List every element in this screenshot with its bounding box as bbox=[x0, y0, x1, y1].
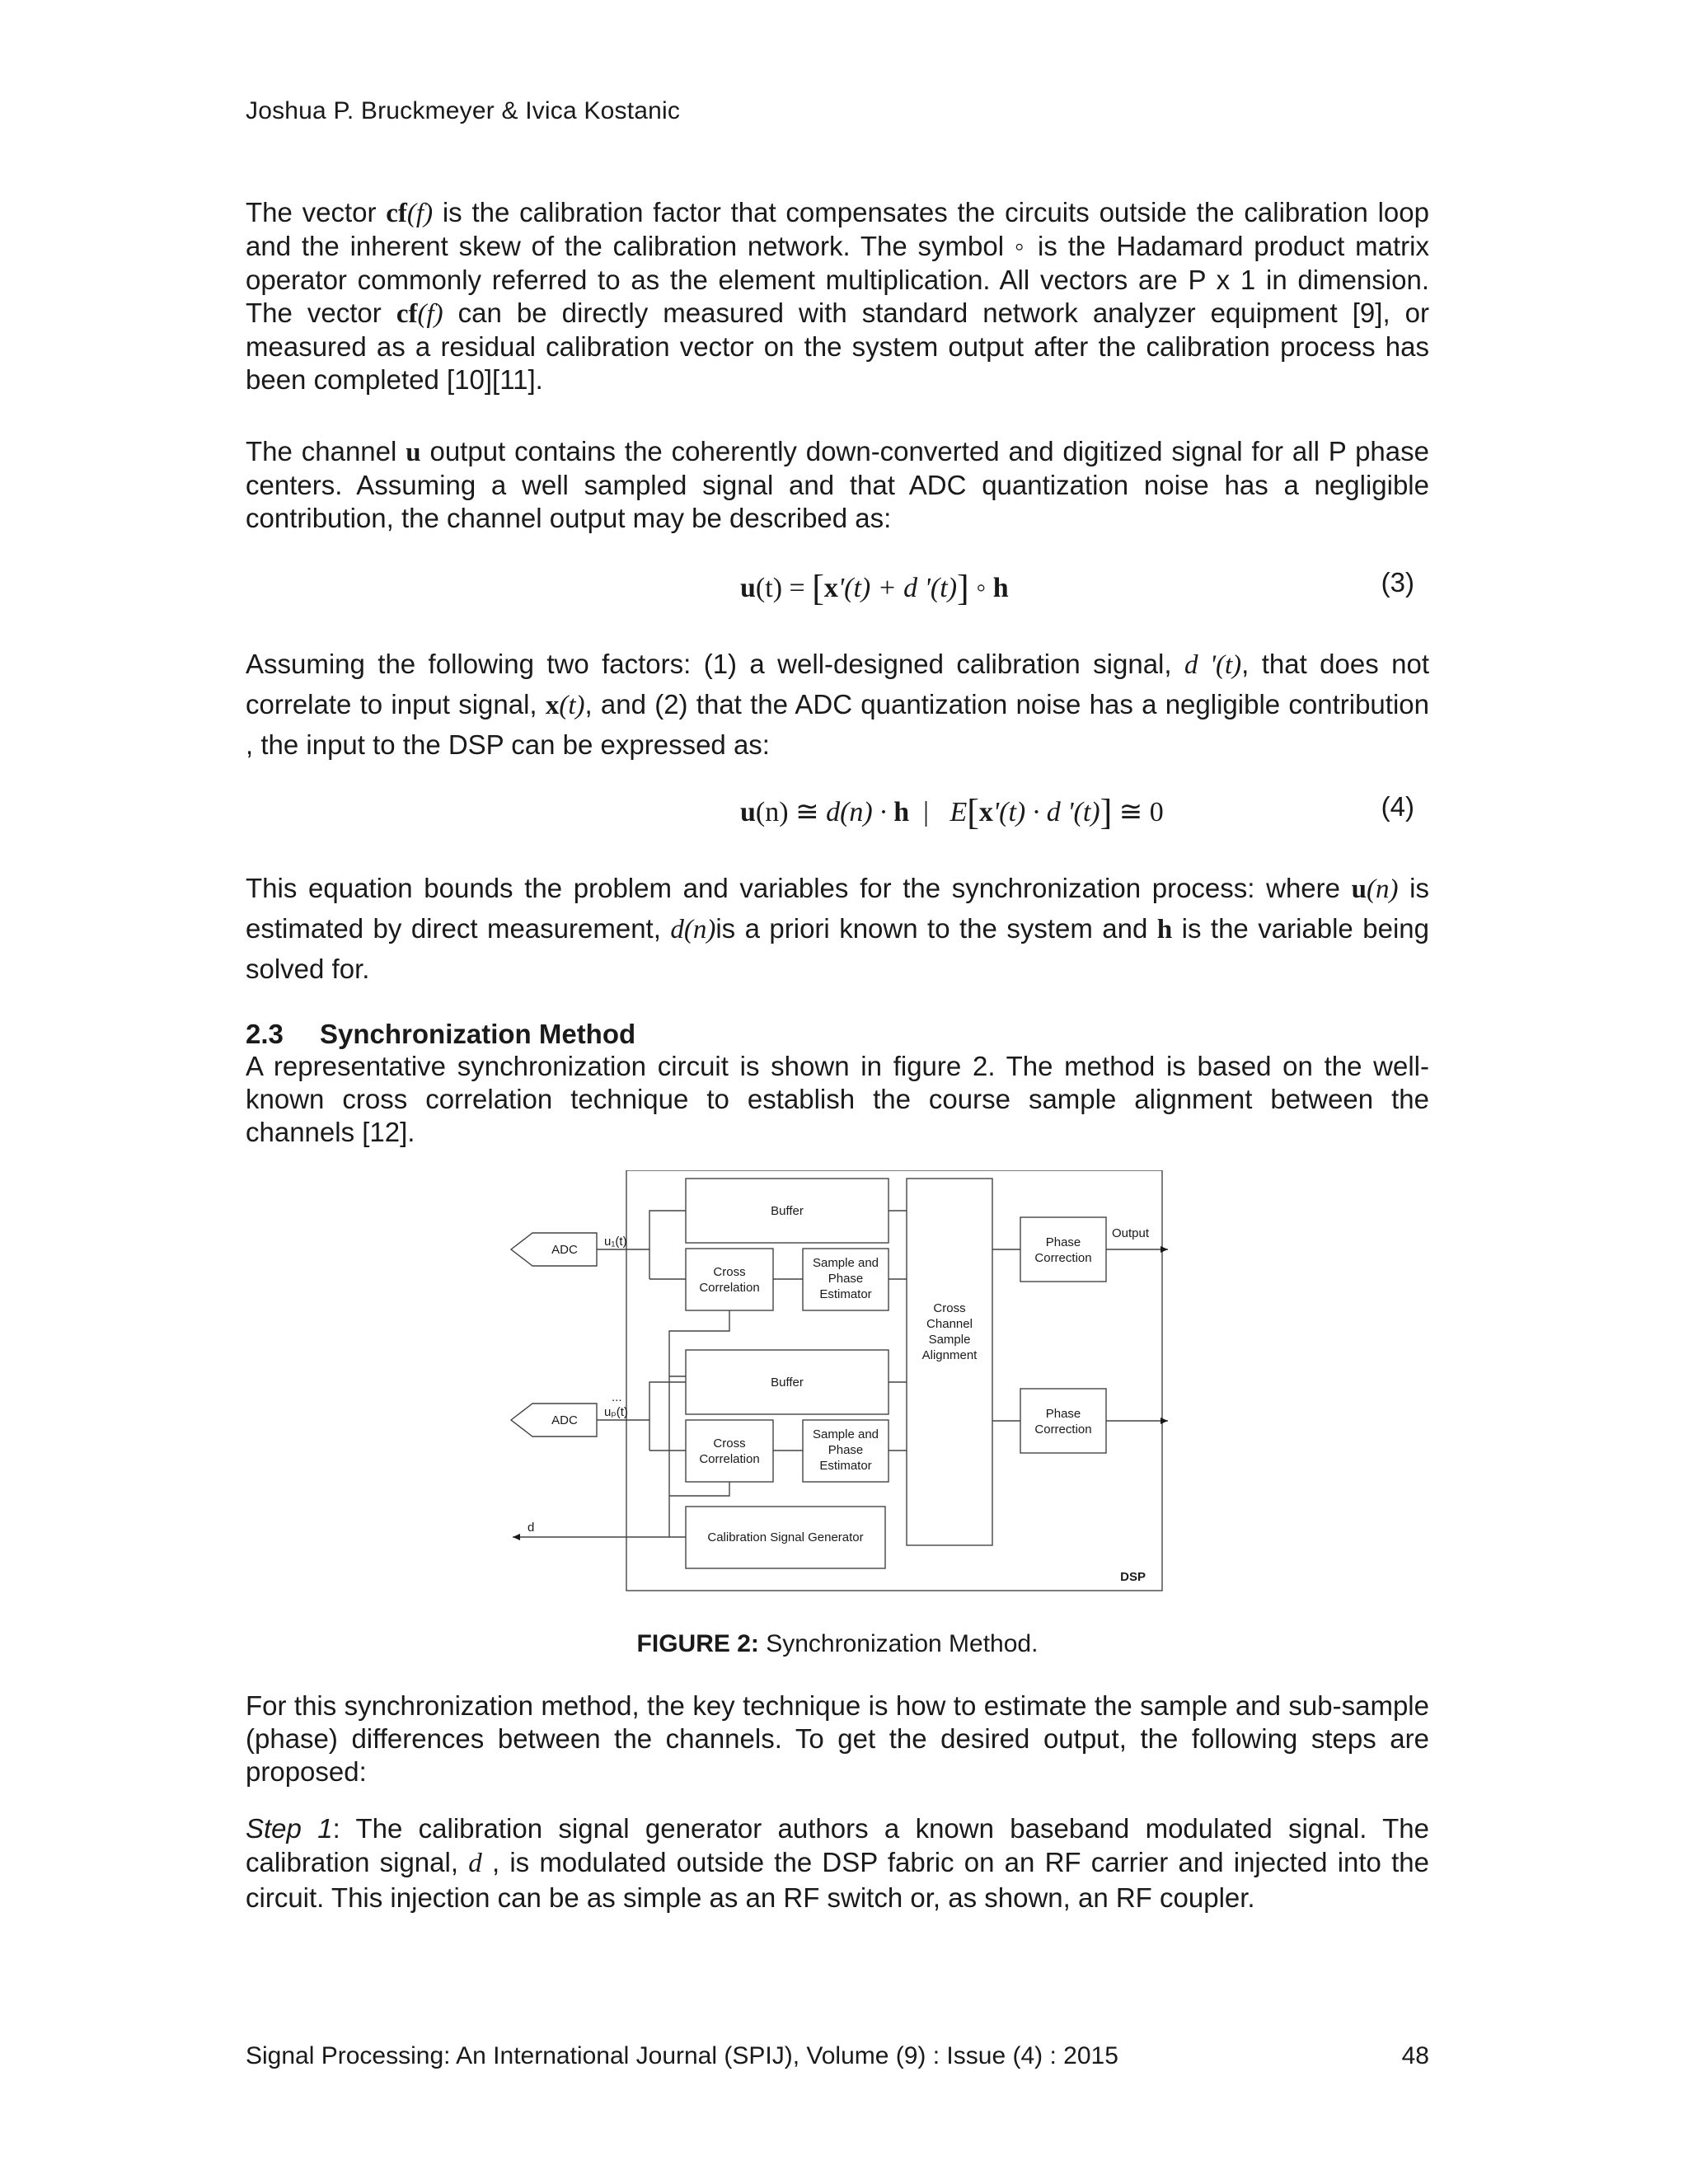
math-run: '(t) bbox=[1060, 797, 1100, 827]
math-separator: | bbox=[909, 797, 950, 827]
math-expectation: E bbox=[950, 797, 968, 827]
spe-2-line3: Estimator bbox=[819, 1459, 872, 1473]
output-label: Output bbox=[1112, 1226, 1150, 1240]
math-run: (t) bbox=[559, 691, 585, 720]
ccsa-line2: Channel bbox=[926, 1317, 973, 1331]
equation-number: (3) bbox=[1381, 567, 1414, 598]
cross-correlation-2-box bbox=[686, 1420, 773, 1482]
text-run: can be directly measured with standard network analyzer equipment [9], or measured as a residual calibration vector on the system output after the calibration process has been completed [10][11]. bbox=[246, 298, 1429, 395]
paragraph-channel-output bbox=[246, 435, 1429, 535]
math-run: '(t) · bbox=[992, 797, 1047, 827]
text-run: Assuming the following two factors: (1) a well-designed calibration signal, bbox=[246, 649, 1184, 679]
math-u: u bbox=[740, 573, 756, 603]
text-run: is the calibration factor that compensates the circuits outside the calibration loop and the inherent skew of the calibration network. The symbol bbox=[246, 197, 1429, 261]
text-run: is a priori known to the system and bbox=[715, 913, 1157, 944]
d-output-label: d bbox=[528, 1521, 535, 1535]
spe-2-line1: Sample and bbox=[812, 1427, 879, 1441]
math-d: d bbox=[903, 573, 918, 603]
buffer-1-label: Buffer bbox=[771, 1204, 804, 1218]
text-run: output contains the coherently down-converted and digitized signal for all P phase centers. Assuming a well sampled signal and that ADC quantization noise has a negligible contribution, the channel output may be described as: bbox=[246, 436, 1429, 533]
buffer-2-label: Buffer bbox=[771, 1376, 804, 1390]
math-f-arg: (f) bbox=[406, 199, 434, 228]
math-f-arg: (f) bbox=[417, 299, 443, 329]
cross-correlation-1-line1: Cross bbox=[713, 1265, 746, 1279]
math-hadamard-symbol: ◦ bbox=[968, 573, 993, 603]
math-run: (t) = bbox=[755, 573, 813, 603]
equation-number: (4) bbox=[1381, 791, 1414, 822]
math-cf: cf bbox=[386, 199, 407, 228]
synchronization-block-diagram bbox=[504, 1170, 1180, 1615]
section-heading bbox=[246, 1019, 635, 1050]
text-run: , is modulated outside the DSP fabric on an RF carrier and injected into the circuit. This injection can be as simple as an RF switch or, as shown, an RF coupler. bbox=[246, 1847, 1429, 1913]
cross-correlation-1-box bbox=[686, 1249, 773, 1310]
spe-1-line1: Sample and bbox=[812, 1256, 879, 1270]
equation-4 bbox=[246, 791, 1429, 832]
math-bracket: [ bbox=[812, 568, 824, 608]
caption-text: Synchronization Method. bbox=[758, 1630, 1039, 1657]
paragraph-representative-circuit: A representative synchronization circuit is shown in figure 2. The method is based on the well-known cross correlation technique to establish the course sample alignment between the channels [12]. bbox=[246, 1051, 1429, 1147]
dsp-boundary bbox=[626, 1170, 1162, 1591]
text-run: The vector bbox=[246, 197, 387, 227]
math-run: '(t) + bbox=[837, 573, 904, 603]
math-bracket: ] bbox=[1100, 792, 1113, 832]
math-run: '(t) bbox=[917, 573, 958, 603]
math-d: d bbox=[468, 1849, 482, 1878]
phase-correction-2-line1: Phase bbox=[1045, 1407, 1081, 1421]
math-u: u bbox=[406, 438, 421, 467]
ccsa-line3: Sample bbox=[928, 1333, 971, 1347]
spe-1-line2: Phase bbox=[828, 1272, 864, 1286]
paragraph-bounds bbox=[246, 869, 1429, 989]
paragraph-assumptions bbox=[246, 644, 1429, 765]
math-x: x bbox=[978, 797, 993, 827]
math-x: x bbox=[545, 691, 560, 720]
text-run: : The calibration signal generator authors a known baseband modulated signal. The calibration signal, bbox=[246, 1813, 1429, 1877]
math-d: d bbox=[826, 797, 841, 827]
page-footer bbox=[246, 2042, 1429, 2070]
footer-journal: Signal Processing: An International Journal (SPIJ), Volume (9) : Issue (4) : 2015 bbox=[246, 2042, 1118, 2069]
math-h: h bbox=[893, 797, 910, 827]
math-cf: cf bbox=[396, 299, 418, 329]
math-h: h bbox=[1156, 915, 1173, 944]
spe-1-line3: Estimator bbox=[819, 1287, 872, 1301]
phase-correction-2-box bbox=[1020, 1389, 1106, 1453]
caption-label: FIGURE 2: bbox=[636, 1630, 759, 1657]
math-x: x bbox=[823, 573, 838, 603]
phase-correction-2-line2: Correction bbox=[1034, 1422, 1092, 1436]
adc-2-label: ADC bbox=[551, 1413, 578, 1427]
math-hadamard-symbol: ◦ bbox=[1014, 232, 1028, 262]
section-title: Synchronization Method bbox=[320, 1019, 636, 1049]
equation-3-body bbox=[740, 567, 1009, 609]
math-dprime: d '(t) bbox=[1184, 650, 1242, 680]
figure-caption bbox=[246, 1630, 1429, 1658]
math-run: (n) · bbox=[840, 797, 894, 827]
math-u: u bbox=[740, 797, 756, 827]
text-run: , that does not correlate to input signal, bbox=[246, 649, 1429, 719]
up-label: uₚ(t) bbox=[604, 1405, 628, 1419]
math-dn: d(n) bbox=[670, 915, 716, 944]
paragraph-key-technique: For this synchronization method, the key technique is how to estimate the sample and sub-sample (phase) differences between the channels. To get the desired output, the following steps are proposed: bbox=[246, 1690, 1429, 1787]
equation-4-body bbox=[740, 791, 1164, 833]
u1-label: u₁(t) bbox=[604, 1235, 627, 1249]
ccsa-line4: Alignment bbox=[921, 1348, 978, 1362]
ellipsis-label: ... bbox=[612, 1390, 622, 1404]
text-run: is estimated by direct measurement, bbox=[246, 873, 1429, 944]
cross-correlation-2-line2: Correlation bbox=[699, 1452, 760, 1466]
adc-1-label: ADC bbox=[551, 1243, 578, 1257]
calibration-generator-label: Calibration Signal Generator bbox=[707, 1530, 864, 1544]
figure-2 bbox=[504, 1170, 1180, 1615]
math-run: (n) ≅ bbox=[755, 797, 827, 827]
text-run: , and (2) that the ADC quantization noise has a negligible contribution , the input to the DSP can be expressed as: bbox=[246, 689, 1429, 760]
ccsa-line1: Cross bbox=[933, 1301, 966, 1315]
math-d: d bbox=[1046, 797, 1061, 827]
math-u: u bbox=[1351, 874, 1367, 904]
text-run: is the variable being solved for. bbox=[246, 913, 1429, 984]
math-run: (n) bbox=[1367, 874, 1399, 904]
dsp-label: DSP bbox=[1120, 1570, 1146, 1584]
equation-3 bbox=[246, 567, 1429, 608]
running-header: Joshua P. Bruckmeyer & Ivica Kostanic bbox=[246, 97, 681, 124]
math-h: h bbox=[992, 573, 1009, 603]
phase-correction-1-box bbox=[1020, 1217, 1106, 1282]
phase-correction-1-line2: Correction bbox=[1034, 1251, 1092, 1265]
cross-correlation-1-line2: Correlation bbox=[699, 1281, 760, 1295]
step-label: Step 1 bbox=[246, 1813, 333, 1844]
math-run: ≅ 0 bbox=[1112, 797, 1164, 827]
text-run: The channel bbox=[246, 436, 406, 466]
paragraph-calibration-factor bbox=[246, 196, 1429, 396]
text-run: This equation bounds the problem and variables for the synchronization process: where bbox=[246, 873, 1352, 903]
math-bracket: ] bbox=[957, 568, 969, 608]
math-bracket: [ bbox=[967, 792, 979, 832]
page-number: 48 bbox=[1401, 2042, 1429, 2069]
paragraph-step-1 bbox=[246, 1811, 1429, 1915]
section-number: 2.3 bbox=[246, 1019, 284, 1049]
spe-2-line2: Phase bbox=[828, 1443, 864, 1457]
cross-correlation-2-line1: Cross bbox=[713, 1436, 746, 1451]
text-run: is the Hadamard product matrix operator commonly referred to as the element multiplication. All vectors are P x 1 in dimension. The vector bbox=[246, 231, 1430, 328]
phase-correction-1-line1: Phase bbox=[1045, 1235, 1081, 1249]
